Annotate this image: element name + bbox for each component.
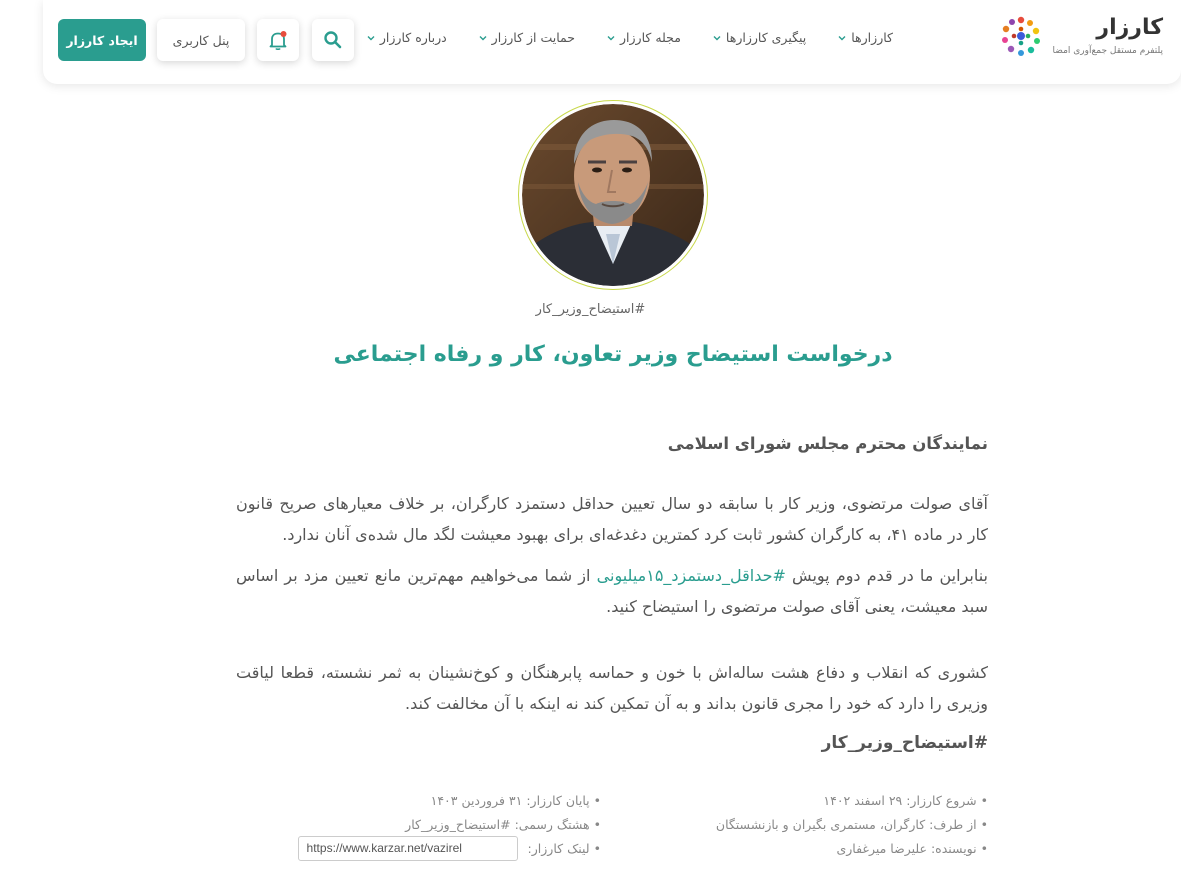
campaign-meta-right [716, 788, 988, 860]
minister-portrait-image [522, 104, 704, 286]
campaign-paragraph-1: آقای صولت مرتضوی، وزیر کار با سابقه دو سال تعیین حداقل دستمزد کارگران، بر خلاف معیارهای صریح قانون کار در ماده ۴۱، به کارگران کشور ثابت کرد کمترین دغدغه‌ای برای بهبود معیشت لگد مال شده‌ی آنان ندارد. [236, 494, 988, 544]
nav-support-label: حمایت از کارزار [491, 30, 575, 45]
nav-campaigns[interactable] [837, 30, 893, 45]
meta-author [716, 836, 988, 860]
meta-from [716, 812, 988, 836]
nav-about-label: درباره کارزار [379, 30, 447, 45]
logo-name: کارزار [1096, 15, 1163, 40]
meta-author-text: نویسنده: علیرضا میرغفاری [836, 840, 977, 856]
nav-magazine[interactable] [606, 30, 681, 45]
main-nav [366, 30, 893, 45]
bullet: • [593, 816, 601, 832]
campaign-signature-hashtag: #استیضاح_وزیر_کار [821, 733, 988, 753]
paragraph-2-text-start: بنابراین ما در قدم دوم پویش [785, 566, 989, 585]
search-button[interactable] [312, 19, 354, 61]
chevron-down-icon [712, 33, 722, 43]
bullet: • [980, 840, 988, 856]
campaign-addressee: نمایندگان محترم مجلس شورای اسلامی [667, 434, 988, 453]
create-campaign-button[interactable]: ایجاد کارزار [58, 19, 146, 61]
user-panel-button[interactable]: پنل کاربری [157, 19, 245, 61]
campaign-hashtag: #استیضاح_وزیر_کار [535, 302, 646, 317]
logo-tagline: پلتفرم مستقل جمع‌آوری امضا [1052, 46, 1163, 56]
notifications-button[interactable] [257, 19, 299, 61]
meta-start-date [716, 788, 988, 812]
logo-dots-icon [999, 14, 1043, 58]
meta-from-text: از طرف: کارگران، مستمری بگیران و بازنشستگان [715, 816, 977, 832]
search-icon [323, 30, 343, 50]
bell-icon [267, 29, 289, 51]
meta-official-hashtag [298, 812, 601, 836]
site-logo[interactable] [999, 14, 1163, 58]
chevron-down-icon [478, 33, 488, 43]
paragraph-2-text-end: از شما می‌خواهیم مهم‌ترین مانع تعیین مزد بر اساس سبد معیشت، یعنی آقای صولت مرتضوی را استیضاح کنید. [236, 566, 988, 616]
meta-hashtag-text: هشتگ رسمی: #استیضاح_وزیر_کار [405, 816, 590, 832]
meta-end-date [298, 788, 601, 812]
campaign-paragraph-3: کشوری که انقلاب و دفاع هشت ساله‌اش با خون و حماسه پابرهنگان و کوخ‌نشینان به ثمر نشسته، قطعا لیاقت وزیری را دارد که خود را مجری قانون بداند و به آن تمکین کند نه اینکه با آن مخالفت کند. [236, 663, 988, 713]
meta-end-text: پایان کارزار: ۳۱ فروردین ۱۴۰۳ [430, 792, 590, 808]
notification-dot [281, 31, 287, 37]
nav-magazine-label: مجله کارزار [620, 30, 681, 45]
campaign-title: درخواست استیضاح وزیر تعاون، کار و رفاه اجتماعی [333, 342, 893, 367]
campaign-paragraph-2 [236, 560, 988, 622]
nav-about[interactable] [366, 30, 447, 45]
campaign-link-field[interactable] [298, 836, 518, 861]
nav-campaigns-label: کارزارها [851, 30, 893, 45]
bullet: • [980, 792, 988, 808]
chevron-down-icon [837, 33, 847, 43]
chevron-down-icon [366, 33, 376, 43]
chevron-down-icon [606, 33, 616, 43]
site-header [43, 0, 1181, 84]
bullet: • [593, 792, 601, 808]
bullet: • [980, 816, 988, 832]
hashtag-link[interactable]: #حداقل_دستمزد_۱۵میلیونی [596, 566, 786, 585]
campaign-avatar [518, 100, 708, 290]
nav-track-label: پیگیری کارزارها [725, 30, 807, 45]
bullet: • [593, 840, 601, 856]
nav-support[interactable] [478, 30, 575, 45]
logo-text [1053, 14, 1163, 56]
meta-start-text: شروع کارزار: ۲۹ اسفند ۱۴۰۲ [823, 792, 977, 808]
nav-track-campaigns[interactable] [712, 30, 806, 45]
meta-link [298, 836, 601, 860]
campaign-meta-left [298, 788, 601, 860]
meta-link-label: لینک کارزار: [527, 840, 590, 856]
